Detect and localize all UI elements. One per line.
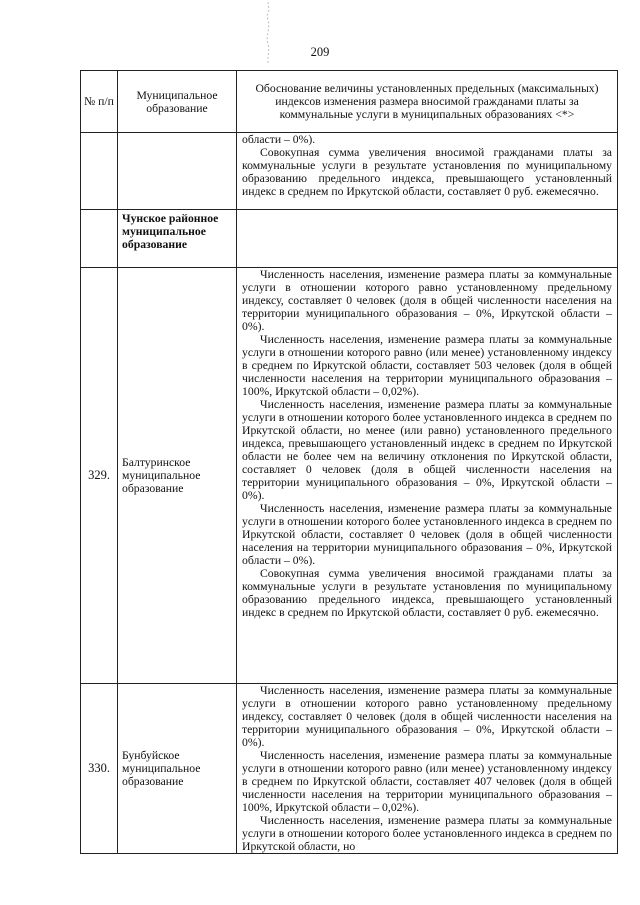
row-basis [237,210,618,268]
basis-paragraph: Численность населения, изменение размера платы за коммунальные услуги в отношении которого более установленного индекса в среднем по Иркутской области, но менее (или равно) установленного предельного индекса, превышающего установленный индекс в среднем по Иркутской области не более чем на величину отклонения по Иркутской области, составляет 0 человек (доля в общей численности населения на территории муниципального образования – 0%, Иркутской области – 0%). [242,398,612,502]
header-municipality: Муниципальное образование [118,71,237,133]
table-row [81,268,618,684]
row-municipality: Бунбуйское муниципальное образование [118,684,237,854]
page-number: 209 [310,45,330,59]
table-row [81,684,618,854]
basis-paragraph: Численность населения, изменение размера платы за коммунальные услуги в отношении которого равно установленному предельному индексу, составляет 0 человек (доля в общей численности населения на территории муниципального образования – 0%, Иркутской области – 0%). [242,684,612,749]
row-basis [237,133,618,210]
row-basis [237,268,618,684]
row-number [81,210,118,268]
basis-paragraph: Совокупная сумма увеличения вносимой гражданами платы за коммунальные услуги в результате установления по муниципальному образованию предельного индекса, превышающего установленный индекс в среднем по Иркутской области, составляет 0 руб. ежемесячно. [242,146,612,198]
header-basis: Обоснование величины установленных предельных (максимальных) индексов изменения размера вносимой гражданами платы за коммунальные услуги в муниципальных образованиях <*> [237,71,618,133]
basis-paragraph: Численность населения, изменение размера платы за коммунальные услуги в отношении которого равно (или менее) установленному индексу в среднем по Иркутской области, составляет 503 человек (доля в общей численности населения на территории муниципального образования – 100%, Иркутской области – 0,02%). [242,333,612,398]
tariff-index-table [80,70,618,854]
row-basis [237,684,618,854]
table-body [81,133,618,854]
row-number [81,133,118,210]
table-header-row [81,71,618,133]
table-row [81,133,618,210]
basis-paragraph: Численность населения, изменение размера платы за коммунальные услуги в отношении которого равно (или менее) установленному индексу в среднем по Иркутской области, составляет 407 человек (доля в общей численности населения на территории муниципального образования – 100%, Иркутской области – 0,02%). [242,749,612,814]
row-municipality: Чунское районное муниципальное образование [118,210,237,268]
basis-paragraph: Численность населения, изменение размера платы за коммунальные услуги в отношении которого более установленного индекса в среднем по Иркутской области, составляет 0 человек (доля в общей численности населения на территории муниципального образования – 0%, Иркутской области – 0%). [242,502,612,567]
basis-paragraph: Совокупная сумма увеличения вносимой гражданами платы за коммунальные услуги в результате установления по муниципальному образованию предельного индекса, превышающего установленный индекс в среднем по Иркутской области, составляет 0 руб. ежемесячно. [242,567,612,619]
row-municipality: Балтуринское муниципальное образование [118,268,237,684]
table-row [81,210,618,268]
basis-paragraph: Численность населения, изменение размера платы за коммунальные услуги в отношении которого равно установленному предельному индексу, составляет 0 человек (доля в общей численности населения на территории муниципального образования – 0%, Иркутской области – 0%). [242,268,612,333]
row-number: 330. [81,684,118,854]
basis-paragraph: Численность населения, изменение размера платы за коммунальные услуги в отношении которого более установленного индекса в среднем по Иркутской области, но [242,814,612,853]
row-municipality [118,133,237,210]
row-number: 329. [81,268,118,684]
header-number: № п/п [81,71,118,133]
basis-paragraph: области – 0%). [242,133,316,146]
